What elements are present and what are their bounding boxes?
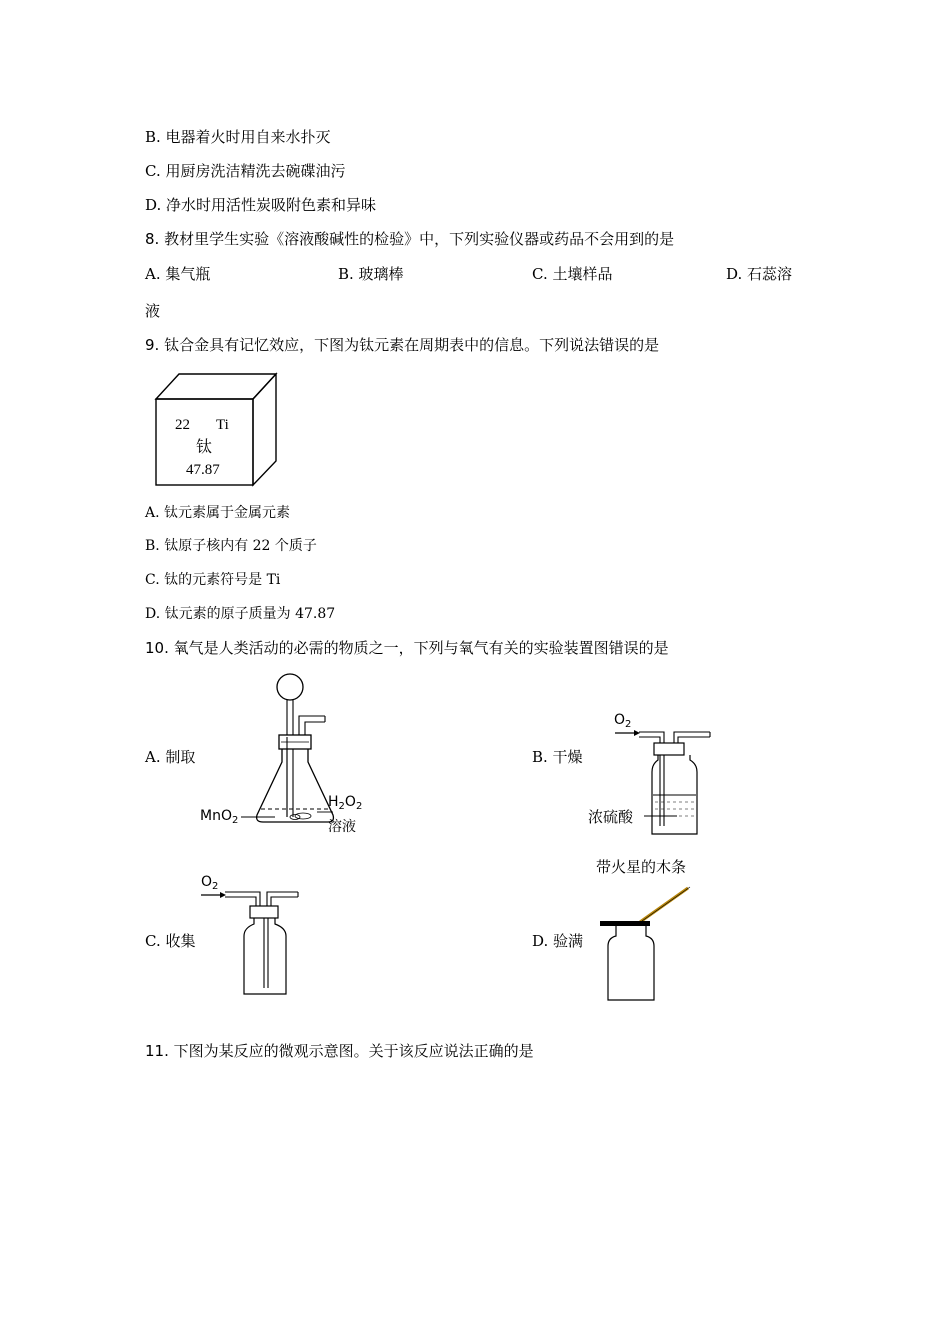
q8-number: 8. [145, 230, 160, 248]
q8-option-b: B. 玻璃棒 [338, 265, 404, 283]
atomic-number: 22 [175, 417, 190, 433]
svg-text:MnO2 [200, 808, 238, 826]
element-symbol: Ti [216, 417, 229, 433]
q11-number: 11. [145, 1042, 169, 1060]
glowing-splint-label: 带火星的木条 [596, 858, 687, 876]
q9-option-a: A. 钛元素属于金属元素 [145, 505, 291, 521]
q9-number: 9. [145, 336, 160, 354]
oxygen-generation-apparatus [195, 672, 375, 840]
solution-label: 溶液 [328, 819, 356, 835]
svg-text:H2O2 [328, 794, 362, 812]
q8-option-d-continuation: 液 [145, 302, 161, 320]
q10-number: 10. [145, 639, 169, 657]
mno2-label: MnO [200, 808, 232, 824]
q7-option-d: D. 净水时用活性炭吸附色素和异味 [145, 196, 377, 214]
q8-option-c: C. 土壤样品 [532, 265, 613, 283]
q10-option-a-label: A. 制取 [145, 748, 196, 766]
q9-stem-text: 钛合金具有记忆效应，下图为钛元素在周期表中的信息。下列说法错误的是 [164, 336, 660, 354]
q10-stem [145, 638, 669, 658]
element-name: 钛 [196, 437, 213, 456]
q7-option-c: C. 用厨房洗洁精洗去碗碟油污 [145, 162, 346, 180]
collection-o2-label: O [201, 874, 213, 890]
oxygen-drying-apparatus [582, 708, 722, 840]
q11-stem [145, 1041, 534, 1061]
h2o2-h: H [328, 794, 339, 810]
h2o2-o: O [344, 794, 356, 810]
q8-option-a: A. 集气瓶 [145, 265, 211, 283]
drying-o2-subscript: 2 [625, 719, 632, 730]
q10-option-c-label: C. 收集 [145, 932, 196, 950]
svg-text:O2 [201, 874, 218, 892]
h2o2-sub-1: 2 [338, 801, 345, 812]
q10-option-d-label: D. 验满 [532, 932, 584, 950]
oxygen-full-test-apparatus [590, 852, 720, 1004]
titanium-element-cube [150, 370, 282, 490]
svg-text:O2 [614, 712, 631, 730]
atomic-mass: 47.87 [186, 462, 220, 478]
q8-option-d: D. 石蕊溶 [726, 265, 793, 283]
drying-o2-label: O [614, 712, 626, 728]
q9-option-b: B. 钛原子核内有 22 个质子 [145, 538, 317, 554]
h2o2-sub-2: 2 [355, 801, 363, 812]
q8-stem [145, 229, 674, 249]
q9-option-c: C. 钛的元素符号是 Ti [145, 572, 281, 588]
q10-stem-text: 氧气是人类活动的必需的物质之一，下列与氧气有关的实验装置图错误的是 [173, 639, 669, 657]
collection-o2-subscript: 2 [212, 881, 219, 892]
q7-option-b: B. 电器着火时用自来水扑灭 [145, 128, 331, 146]
mno2-subscript: 2 [231, 815, 239, 826]
q9-option-d: D. 钛元素的原子质量为 47.87 [145, 606, 336, 622]
q9-stem [145, 335, 659, 355]
oxygen-collection-apparatus [196, 870, 306, 1000]
sulfuric-acid-label: 浓硫酸 [588, 808, 634, 826]
q10-option-b-label: B. 干燥 [532, 748, 583, 766]
q11-stem-text: 下图为某反应的微观示意图。关于该反应说法正确的是 [173, 1042, 534, 1060]
q8-stem-text: 教材里学生实验《溶液酸碱性的检验》中，下列实验仪器或药品不会用到的是 [164, 230, 675, 248]
